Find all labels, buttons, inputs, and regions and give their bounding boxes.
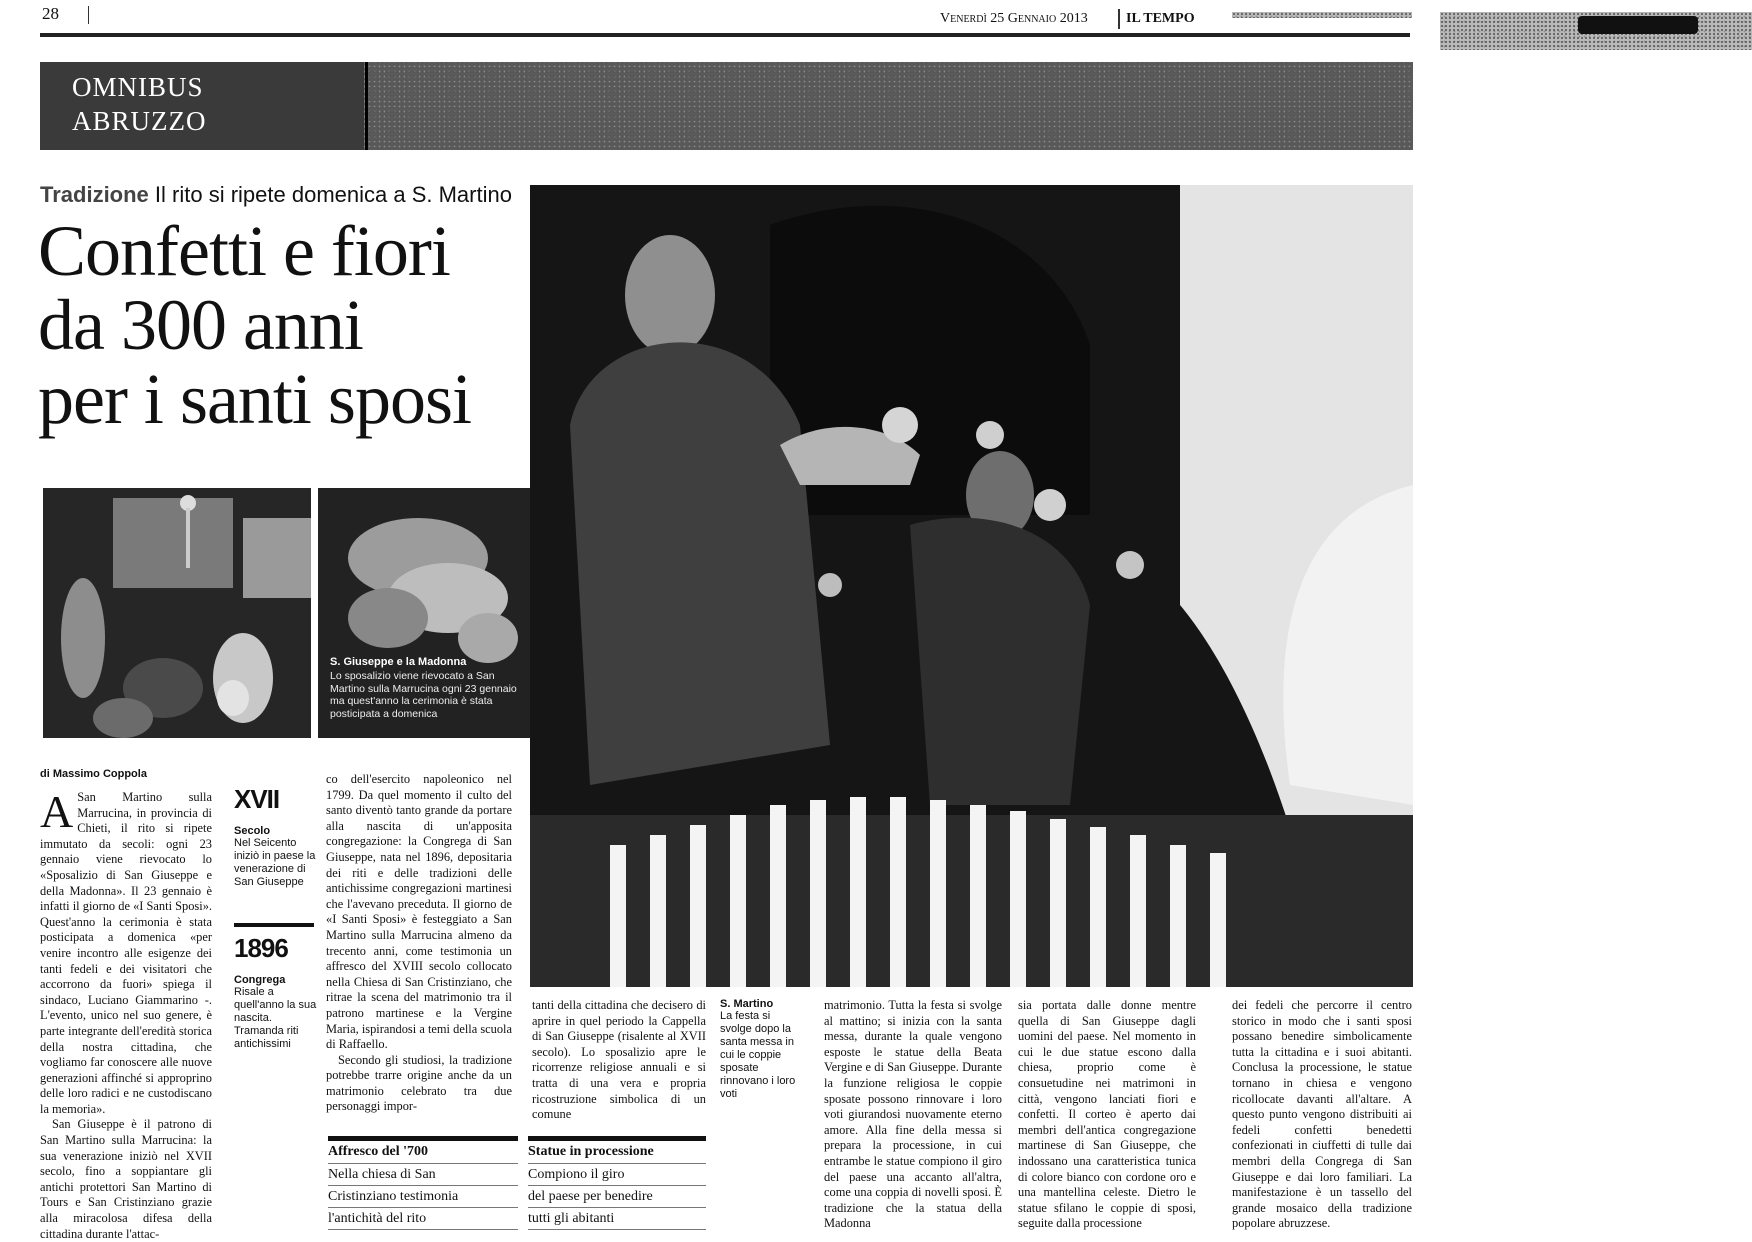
- article-column-5: [1018, 998, 1196, 1236]
- fact-number-1: XVII: [234, 784, 280, 814]
- highlight-box-1-title: Affresco del '700: [328, 1136, 518, 1164]
- page-number: 28: [42, 4, 59, 23]
- headline-line-1: Confetti e fiori: [38, 211, 450, 291]
- headline: [38, 211, 471, 439]
- main-photo: [530, 185, 1413, 987]
- byline: di Massimo Coppola: [40, 768, 147, 780]
- scan-black-mark: [1578, 16, 1698, 34]
- highlight-box-1-line: Cristinziano testimonia: [328, 1186, 518, 1208]
- header-rule: [40, 33, 1410, 37]
- page-header: [0, 0, 1752, 40]
- fact-label-2: Congrega: [234, 974, 286, 986]
- highlight-box-2: [528, 1136, 706, 1230]
- sidebar-facts: [234, 784, 318, 1051]
- newspaper-name: IL TEMPO: [1126, 11, 1195, 26]
- highlight-box-1-line: Nella chiesa di San: [328, 1164, 518, 1186]
- kicker-label: Tradizione: [40, 182, 149, 207]
- article-column-6: [1232, 998, 1412, 1236]
- headline-line-2: da 300 anni: [38, 285, 363, 365]
- note-label: S. Martino: [720, 998, 774, 1010]
- highlight-box-2-line: tutti gli abitanti: [528, 1208, 706, 1230]
- procession-photo-graphic: [43, 488, 311, 738]
- highlight-box-2-line: del paese per benedire: [528, 1186, 706, 1208]
- article-paragraph: Secondo gli studiosi, la tradizione potrebbe trarre origine anche da un matrimonio celebrato tra due personaggi impor-: [326, 1052, 512, 1114]
- fact-label-1: Secolo: [234, 825, 271, 837]
- article-column-1: [40, 786, 212, 1241]
- photo-caption-text: Lo sposalizio viene rievocato a San Martino sulla Marrucina ogni 23 gennaio ma quest'anno la cerimonia è stata posticipata a domenica: [330, 670, 517, 720]
- drop-cap: A: [40, 786, 74, 837]
- statues-photo: [318, 488, 534, 738]
- fact-text-1: Nel Seicento iniziò in paese la venerazione di San Giuseppe: [234, 837, 316, 888]
- article-column-4: [824, 998, 1002, 1236]
- article-paragraph: sia portata dalle donne mentre quella di San Giuseppe dagli uomini del paese. Nel momento in cui le due statue escono dalla chiesa, proprio come è consuetudine nei matrimoni in città, vengono lanciati fiori e confetti. Il corteo è aperto dai membri dell'antica congregazione martinese di San Giuseppe, che indossano una caratteristica tunica di colore bianco con cordone oro e una mantellina celeste. Dietro le statue sfilano le coppie di sposi, seguite dalla processione: [1018, 998, 1196, 1231]
- highlight-box-2-title: Statue in processione: [528, 1136, 706, 1164]
- article-paragraph: dei fedeli che percorre il centro storico in modo che i santi sposi possano benedire simbolicamente tutta la cittadina e i suoi abitanti. Conclusa la processione, le statue tornano in chiesa e vengono ricollocate davanti all'altare. A questo punto vengono distribuiti ai fedeli confetti benedetti confezionati in ciuffetti di tulle dai membri della Congrega di San Giuseppe e dai loro familiari. La manifestazione è un tassello del grande mosaico della tradizione popolare abruzzese.: [1232, 998, 1412, 1231]
- section-band-divider: [365, 62, 368, 150]
- header-divider: [88, 6, 89, 24]
- header-date: Venerdì 25 Gennaio 2013: [940, 11, 1088, 26]
- scan-edge-top: [1232, 12, 1412, 18]
- highlight-box-1: [328, 1136, 518, 1230]
- photo-caption-title: S. Giuseppe e la Madonna: [330, 656, 467, 668]
- procession-photo: [43, 488, 311, 738]
- article-paragraph: co dell'esercito napoleonico nel 1799. Da quel momento il culto del santo diventò tanto grande da portare alla nascita di un'apposita congregazione: la Congrega di San Giuseppe, nata nel 1896, depositaria dei riti e delle tradizioni delle antichissime congregazioni martinesi che l'avevano preceduta. Il giorno de «I Santi Sposi» è festeggiato a San Martino sulla Marrucina almeno da trecento anni, come testimonia un affresco del XVIII secolo collocato nella Chiesa di San Cristinziano, che ritrae la scena del matrimonio tra il patrono martinese e la Vergine Maria, ispirandosi a temi della scuola di Raffaello.: [326, 772, 512, 1052]
- highlight-box-2-line: Compiono il giro: [528, 1164, 706, 1186]
- kicker-text: Il rito si ripete domenica a S. Martino: [154, 182, 512, 207]
- article-paragraph: tanti della cittadina che decisero di aprire in quel periodo la Cappella di San Giuseppe (risalente al XVII secolo). Lo sposalizio apre le ricorrenze religiose annuali e si tratta di una vera e propria ricostruzione simbolica di un comune: [532, 998, 706, 1122]
- highlight-box-1-line: l'antichità del rito: [328, 1208, 518, 1230]
- article-column-2: [326, 772, 512, 1114]
- note-text: La festa si svolge dopo la santa messa in cui le coppie sposate rinnovano i loro voti: [720, 1010, 796, 1100]
- article-column-3: [532, 998, 706, 1120]
- section-band: [40, 62, 1413, 150]
- fact-rule: [234, 923, 314, 927]
- kicker: [40, 182, 512, 208]
- sidebar-note: [720, 998, 800, 1101]
- main-photo-graphic: [530, 185, 1413, 987]
- section-title-2: ABRUZZO: [72, 106, 207, 136]
- article-paragraph: San Martino sulla Marrucina, in provincia di Chieti, il rito si ripete immutato da secoli: ogni 23 gennaio viene rievocato lo «Sposalizio di San Giuseppe e della Madonna». Il 23 gennaio è infatti il giorno de «I Santi Sposi». Quest'anno la cerimonia è stata posticipata a domenica «per venire incontro alle esigenze dei tanti fedeli e dei visitatori che accorrono da fuori» spiega il sindaco, Luciano Giammarino -. L'evento, unico nel suo genere, è parte integrante dell'eredità storica della nostra cittadina, che vogliamo far conoscere alle nuove generazioni affinché si approprino delle loro radici e ne custodiscano la memoria».: [40, 790, 212, 1116]
- fact-text-2: Risale a quell'anno la sua nascita. Tramanda riti antichissimi: [234, 986, 317, 1050]
- header-divider-2: [1118, 9, 1120, 29]
- article-paragraph: matrimonio. Tutta la festa si svolge al mattino; si inizia con la santa messa, durante la quale vengono esposte le statue della Beata Vergine e di San Giuseppe. Durante la funzione religiosa le coppie sposate possono rinnovare i loro voti giurandosi nuovamente eterno amore. Alla fine della messa si prepara la processione, in cui entrambe le statue compiono il giro del paese una accanto all'altra, come una coppia di novelli sposi. È tradizione che la statua della Madonna: [824, 998, 1002, 1231]
- fact-number-2: 1896: [234, 933, 288, 963]
- article-paragraph: San Giuseppe è il patrono di San Martino sulla Marrucina: la sua venerazione iniziò nel XVII secolo, fino a soppiantare gli antichi protettori San Martino di Tours e San Cristinziano grazie alla miracolosa difesa della cittadina durante l'attac-: [40, 1117, 212, 1241]
- headline-line-3: per i santi sposi: [38, 359, 471, 439]
- section-title-1: OMNIBUS: [72, 72, 204, 102]
